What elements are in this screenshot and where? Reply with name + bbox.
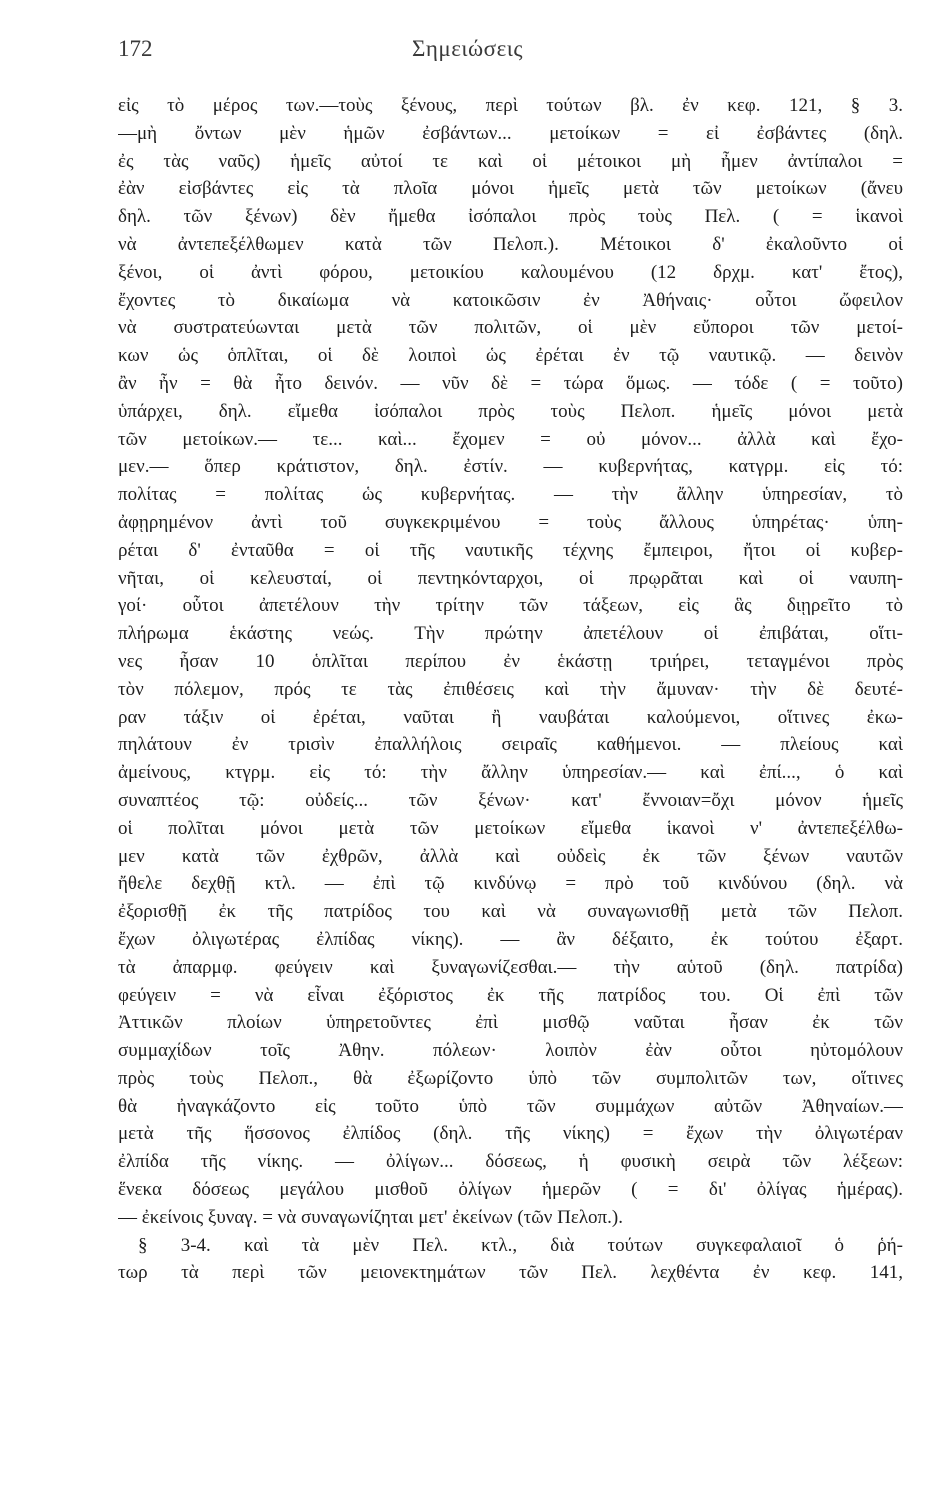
text-line: πλήρωμα ἑκάστης νεώς. Τὴν πρώτην ἀπετέλουν οἱ ἐπιβάται, οἵτι-	[118, 623, 903, 645]
text-line: εἰς τὸ μέρος των.—τοὺς ξένους, περὶ τούτων βλ. ἐν κεφ. 121, § 3.	[118, 95, 903, 116]
text-line: συμμαχίδων τοῖς Ἀθην. πόλεων· λοιπὸν ἐὰν οὗτοι ηὐτομόλουν	[118, 1040, 903, 1062]
text-line: Ἀττικῶν πλοίων ὑπηρετοῦντες ἐπὶ μισθῷ ναῦται ἦσαν ἐκ τῶν	[118, 1012, 903, 1034]
text-line: μεν.— ὅπερ κράτιστον, δηλ. ἐστίν. — κυβερνήτας, κατγρμ. εἰς τό:	[118, 456, 903, 478]
text-line: γοί· οὗτοι ἀπετέλουν τὴν τρίτην τῶν τάξεων, εἰς ἃς διῃρεῖτο τὸ	[118, 595, 903, 617]
text-line: — ἐκείνοις ξυναγ. = νὰ συναγωνίζηται μετ' ἐκείνων (τῶν Πελοπ.).	[118, 1206, 623, 1228]
text-line: μεν κατὰ τῶν ἐχθρῶν, ἀλλὰ καὶ οὐδεὶς ἐκ τῶν ξένων ναυτῶν	[118, 845, 903, 867]
text-line: ἔχων ὀλιγωτέρας ἐλπίδας νίκης). — ἂν δέξαιτο, ἐκ τούτου ἐξαρτ.	[118, 928, 903, 950]
text-line: κων ὡς ὁπλῖται, οἱ δὲ λοιποὶ ὡς ἐρέται ἐν τῷ ναυτικῷ. — δεινὸν	[118, 345, 903, 367]
text-line: ἐξορισθῇ ἐκ τῆς πατρίδος του καὶ νὰ συναγωνισθῇ μετὰ τῶν Πελοπ.	[118, 901, 903, 923]
text-line: μετὰ τῆς ἥσσονος ἐλπίδος (δηλ. τῆς νίκης) = ἔχων τὴν ὀλιγωτέραν	[118, 1123, 903, 1145]
text-line: τὰ ἀπαρμφ. φεύγειν καὶ ξυναγωνίζεσθαι.— τὴν αὑτοῦ (δηλ. πατρίδα)	[118, 956, 903, 978]
text-line: —μὴ ὄντων μὲν ἡμῶν ἐσβάντων... μετοίκων = εἰ ἐσβάντες (δηλ.	[118, 122, 903, 144]
text-line: ραν τάξιν οἱ ἐρέται, ναῦται ἢ ναυβάται καλούμενοι, οἵτινες ἐκω-	[118, 706, 903, 728]
text-line: τωρ τὰ περὶ τῶν μειονεκτημάτων τῶν Πελ. λεχθέντα ἐν κεφ. 141,	[118, 1262, 903, 1284]
text-line: δηλ. τῶν ξένων) δὲν ἤμεθα ἰσόπαλοι πρὸς τοὺς Πελ. ( = ἱκανοὶ	[118, 206, 903, 228]
text-line: ρέται δ' ἐνταῦθα = οἱ τῆς ναυτικῆς τέχνης ἔμπειροι, ἤτοι οἱ κυβερ-	[118, 539, 903, 561]
text-line: νὰ συστρατεύωνται μετὰ τῶν πολιτῶν, οἱ μὲν εὔποροι τῶν μετοί-	[118, 317, 903, 339]
text-line: ἐὰν εἰσβάντες εἰς τὰ πλοῖα μόνοι ἡμεῖς μετὰ τῶν μετοίκων (ἄνευ	[118, 178, 903, 200]
text-line: ὑπάρχει, δηλ. εἴμεθα ἰσόπαλοι πρὸς τοὺς Πελοπ. ἡμεῖς μόνοι μετὰ	[118, 400, 903, 422]
text-line: § 3-4. καὶ τὰ μὲν Πελ. κτλ., διὰ τούτων συγκεφαλαιοῖ ὁ ῥή-	[138, 1234, 903, 1256]
text-line: ἐς τὰς ναῦς) ἡμεῖς αὐτοί τε καὶ οἱ μέτοικοι μὴ ἦμεν ἀντίπαλοι =	[118, 150, 903, 172]
page-number: 172	[118, 36, 153, 61]
text-line: πηλάτουν ἐν τρισὶν ἐπαλλήλοις σειραῖς καθήμενοι. — πλείους καὶ	[118, 734, 903, 756]
text-line: ἀφῃρημένον ἀντὶ τοῦ συγκεκριμένου = τοὺς ἄλλους ὑπηρέτας· ὑπη-	[118, 511, 903, 533]
commentary-text	[118, 92, 903, 1287]
text-line: θὰ ἠναγκάζοντο εἰς τοῦτο ὑπὸ τῶν συμμάχων αὐτῶν Ἀθηναίων.—	[118, 1095, 903, 1117]
text-line: νὰ ἀντεπεξέλθωμεν κατὰ τῶν Πελοπ.). Μέτοικοι δ' ἐκαλοῦντο οἱ	[118, 233, 903, 255]
text-line: ἂν ἦν = θὰ ἦτο δεινόν. — νῦν δὲ = τώρα ὅμως. — τόδε ( = τοῦτο)	[118, 372, 903, 394]
text-line: πολίτας = πολίτας ὡς κυβερνήτας. — τὴν ἄλλην ὑπηρεσίαν, τὸ	[118, 484, 903, 506]
running-title: Σημειώσεις	[411, 36, 524, 61]
text-line: ἤθελε δεχθῇ κτλ. — ἐπὶ τῷ κινδύνῳ = πρὸ τοῦ κινδύνου (δηλ. νὰ	[118, 873, 903, 895]
text-line: ἕνεκα δόσεως μεγάλου μισθοῦ ὀλίγων ἡμερῶν ( = δι' ὀλίγας ἡμέρας).	[118, 1179, 903, 1201]
text-line: ἐλπίδα τῆς νίκης. — ὀλίγων... δόσεως, ἡ φυσικὴ σειρὰ τῶν λέξεων:	[118, 1151, 903, 1173]
text-line: ἀμείνους, κτγρμ. εἰς τό: τὴν ἄλλην ὑπηρεσίαν.— καὶ ἐπί..., ὁ καὶ	[118, 762, 903, 784]
text-line: ἔχοντες τὸ δικαίωμα νὰ κατοικῶσιν ἐν Ἀθήναις· οὗτοι ὤφειλον	[118, 289, 903, 311]
text-line: πρὸς τοὺς Πελοπ., θὰ ἐξωρίζοντο ὑπὸ τῶν συμπολιτῶν των, οἵτινες	[118, 1067, 903, 1089]
text-line: ξένοι, οἱ ἀντὶ φόρου, μετοικίου καλουμένου (12 δρχμ. κατ' ἔτος),	[118, 261, 903, 283]
text-line: νῆται, οἱ κελευσταί, οἱ πεντηκόνταρχοι, οἱ πρῳρᾶται καὶ οἱ ναυπη-	[118, 567, 903, 589]
text-line: νες ἦσαν 10 ὁπλῖται περίπου ἐν ἑκάστῃ τριήρει, τεταγμένοι πρὸς	[118, 650, 903, 672]
text-line: τὸν πόλεμον, πρός τε τὰς ἐπιθέσεις καὶ τὴν ἄμυναν· τὴν δὲ δευτέ-	[118, 678, 903, 700]
text-line: τῶν μετοίκων.— τε... καὶ... ἔχομεν = οὐ μόνον... ἀλλὰ καὶ ἔχο-	[118, 428, 903, 450]
text-line: συναπτέος τῷ: οὐδείς... τῶν ξένων· κατ' ἔννοιαν=ὄχι μόνον ἡμεῖς	[118, 789, 903, 811]
text-line: φεύγειν = νὰ εἶναι ἐξόριστος ἐκ τῆς πατρίδος του. Οἱ ἐπὶ τῶν	[118, 984, 903, 1006]
text-line: οἱ πολῖται μόνοι μετὰ τῶν μετοίκων εἴμεθα ἱκανοὶ ν' ἀντεπεξέλθω-	[118, 817, 903, 839]
